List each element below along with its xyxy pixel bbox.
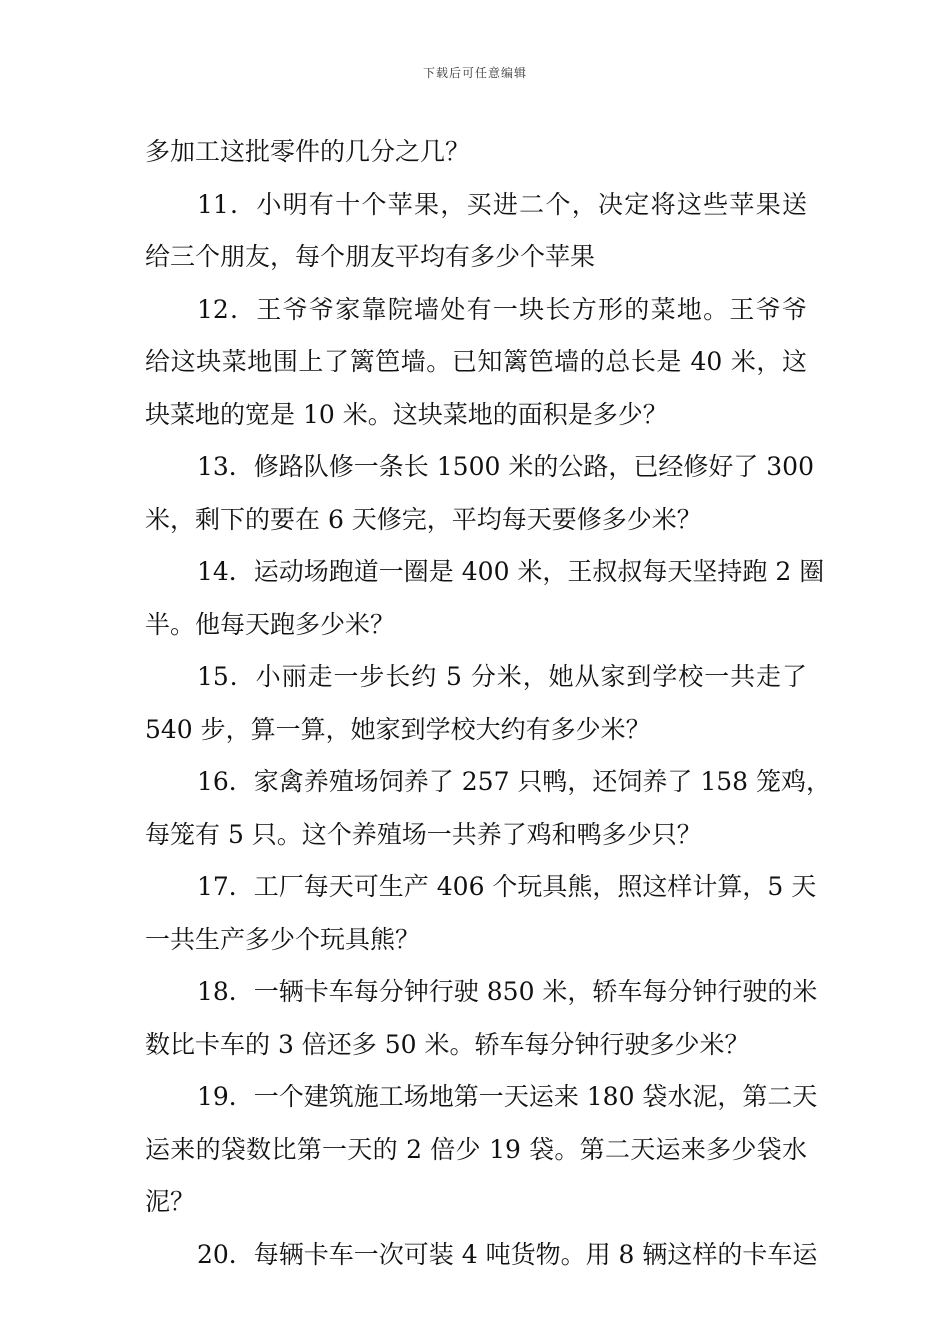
text-line: 17．工厂每天可生产 406 个玩具熊，照这样计算，5 天 xyxy=(197,872,817,901)
text-line: 12．王爷爷家靠院墙处有一块长方形的菜地。王爷爷 xyxy=(197,294,807,324)
text-line: 11．小明有十个苹果，买进二个，决定将这些苹果送 xyxy=(197,189,807,219)
text-line: 一共生产多少个玩具熊？ xyxy=(145,924,421,954)
text-line: 14．运动场跑道一圈是 400 米，王叔叔每天坚持跑 2 圈 xyxy=(197,557,825,586)
text-line: 米，剩下的要在 6 天修完，平均每天要修多少米？ xyxy=(145,504,702,534)
text-line: 泥？ xyxy=(145,1187,196,1216)
text-line: 给三个朋友，每个朋友平均有多少个苹果 xyxy=(145,242,596,271)
text-line: 13．修路队修一条长 1500 米的公路，已经修好了 300 xyxy=(197,452,814,481)
text-line: 15．小丽走一步长约 5 分米，她从家到学校一共走了 xyxy=(197,662,807,691)
text-line: 540 步，算一算，她家到学校大约有多少米？ xyxy=(145,714,651,744)
text-line: 多加工这批零件的几分之几？ xyxy=(145,137,471,166)
text-line: 运来的袋数比第一天的 2 倍少 19 袋。第二天运来多少袋水 xyxy=(145,1134,807,1164)
text-line: 数比卡车的 3 倍还多 50 米。轿车每分钟行驶多少米？ xyxy=(145,1029,750,1059)
text-line: 每笼有 5 只。这个养殖场一共养了鸡和鸭多少只？ xyxy=(145,819,702,849)
document-body xyxy=(145,126,832,1281)
page-header: 下载后可任意编辑 xyxy=(422,66,527,80)
text-line: 18．一辆卡车每分钟行驶 850 米，轿车每分钟行驶的米 xyxy=(197,977,818,1006)
text-line: 20．每辆卡车一次可装 4 吨货物。用 8 辆这样的卡车运 xyxy=(197,1239,818,1269)
text-line: 16．家禽养殖场饲养了 257 只鸭，还饲养了 158 笼鸡， xyxy=(197,767,832,796)
text-line: 半。他每天跑多少米？ xyxy=(145,609,396,639)
text-line: 块菜地的宽是 10 米。这块菜地的面积是多少？ xyxy=(145,399,668,429)
text-line: 19．一个建筑施工场地第一天运来 180 袋水泥，第二天 xyxy=(197,1082,818,1111)
text-line: 给这块菜地围上了篱笆墙。已知篱笆墙的总长是 40 米，这 xyxy=(145,347,807,376)
